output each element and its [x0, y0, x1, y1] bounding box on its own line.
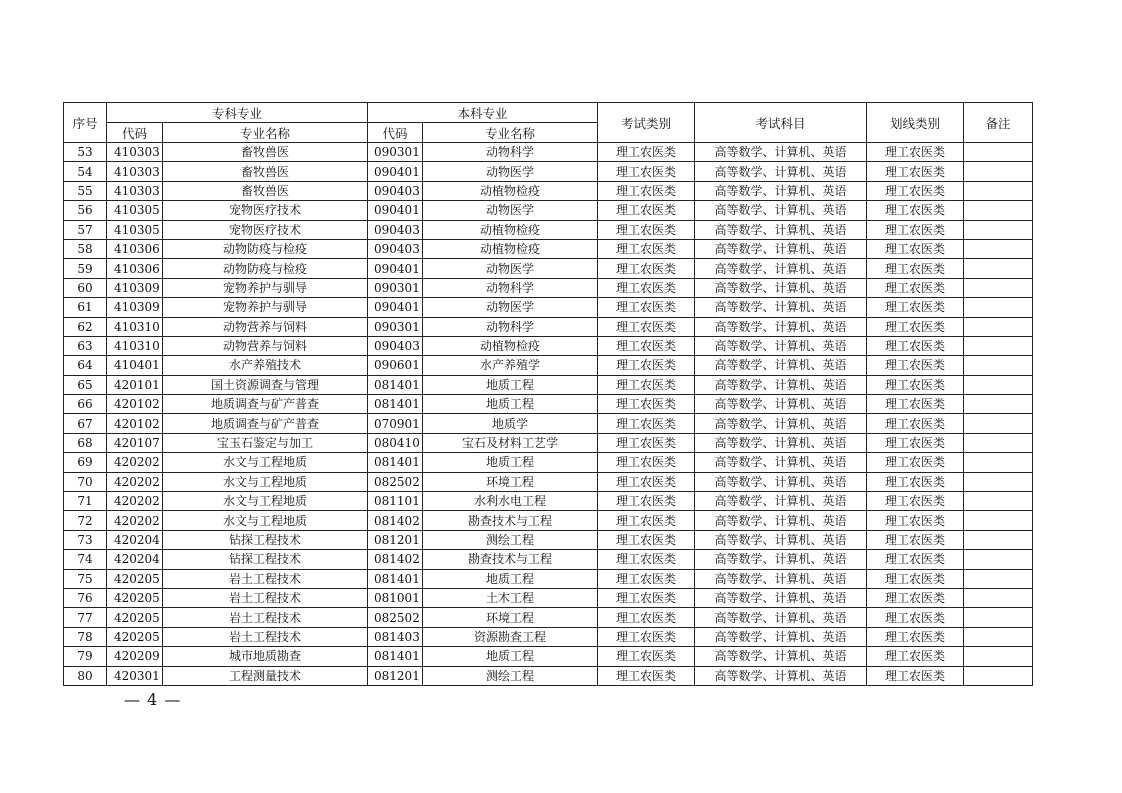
cell-benke-code: 081201 [368, 666, 423, 685]
cell-exam-subjects: 高等数学、计算机、英语 [695, 569, 867, 588]
cell-benke-code: 081401 [368, 569, 423, 588]
cell-exam-type: 理工农医类 [598, 608, 695, 627]
cell-zhuanke-name: 岩土工程技术 [163, 627, 368, 646]
cell-benke-name: 地质工程 [423, 647, 598, 666]
cell-benke-name: 动物医学 [423, 162, 598, 181]
header-remarks: 备注 [964, 103, 1033, 143]
cell-zhuanke-code: 410306 [107, 239, 163, 258]
cell-benke-code: 090401 [368, 201, 423, 220]
cell-line-type: 理工农医类 [867, 647, 964, 666]
cell-exam-type: 理工农医类 [598, 550, 695, 569]
cell-exam-subjects: 高等数学、计算机、英语 [695, 356, 867, 375]
cell-exam-subjects: 高等数学、计算机、英语 [695, 550, 867, 569]
table-header [64, 103, 1033, 143]
cell-benke-name: 动物科学 [423, 278, 598, 297]
cell-seq: 73 [64, 530, 107, 549]
cell-zhuanke-code: 420205 [107, 588, 163, 607]
cell-zhuanke-code: 410309 [107, 298, 163, 317]
table-row [64, 453, 1033, 472]
cell-benke-name: 地质工程 [423, 569, 598, 588]
cell-benke-name: 动物科学 [423, 143, 598, 162]
cell-seq: 76 [64, 588, 107, 607]
table-row [64, 162, 1033, 181]
cell-line-type: 理工农医类 [867, 336, 964, 355]
cell-exam-type: 理工农医类 [598, 588, 695, 607]
cell-seq: 54 [64, 162, 107, 181]
cell-zhuanke-code: 420205 [107, 569, 163, 588]
cell-line-type: 理工农医类 [867, 608, 964, 627]
cell-zhuanke-name: 水文与工程地质 [163, 492, 368, 511]
cell-exam-subjects: 高等数学、计算机、英语 [695, 414, 867, 433]
cell-benke-code: 082502 [368, 608, 423, 627]
table-row [64, 530, 1033, 549]
cell-line-type: 理工农医类 [867, 550, 964, 569]
cell-benke-code: 081401 [368, 453, 423, 472]
cell-exam-type: 理工农医类 [598, 317, 695, 336]
cell-exam-type: 理工农医类 [598, 356, 695, 375]
cell-zhuanke-name: 畜牧兽医 [163, 143, 368, 162]
cell-zhuanke-name: 宠物养护与驯导 [163, 278, 368, 297]
cell-line-type: 理工农医类 [867, 666, 964, 685]
cell-remark [964, 666, 1033, 685]
cell-seq: 78 [64, 627, 107, 646]
cell-exam-type: 理工农医类 [598, 220, 695, 239]
cell-benke-name: 环境工程 [423, 608, 598, 627]
cell-exam-type: 理工农医类 [598, 569, 695, 588]
cell-exam-type: 理工农医类 [598, 375, 695, 394]
cell-zhuanke-code: 420202 [107, 453, 163, 472]
cell-benke-code: 081001 [368, 588, 423, 607]
cell-line-type: 理工农医类 [867, 278, 964, 297]
cell-benke-code: 090401 [368, 162, 423, 181]
table-row [64, 550, 1033, 569]
cell-seq: 59 [64, 259, 107, 278]
table-body [64, 143, 1033, 686]
cell-remark [964, 298, 1033, 317]
cell-zhuanke-name: 水文与工程地质 [163, 511, 368, 530]
cell-remark [964, 588, 1033, 607]
cell-seq: 77 [64, 608, 107, 627]
cell-zhuanke-code: 420102 [107, 414, 163, 433]
cell-benke-name: 动物科学 [423, 317, 598, 336]
cell-remark [964, 278, 1033, 297]
cell-benke-code: 090401 [368, 259, 423, 278]
cell-line-type: 理工农医类 [867, 162, 964, 181]
cell-zhuanke-name: 地质调查与矿产普查 [163, 414, 368, 433]
cell-seq: 71 [64, 492, 107, 511]
cell-zhuanke-code: 420202 [107, 472, 163, 491]
cell-line-type: 理工农医类 [867, 569, 964, 588]
cell-seq: 70 [64, 472, 107, 491]
cell-zhuanke-code: 420107 [107, 433, 163, 452]
cell-benke-name: 动物医学 [423, 298, 598, 317]
cell-exam-subjects: 高等数学、计算机、英语 [695, 143, 867, 162]
cell-benke-name: 勘查技术与工程 [423, 550, 598, 569]
cell-benke-name: 地质工程 [423, 453, 598, 472]
cell-exam-subjects: 高等数学、计算机、英语 [695, 395, 867, 414]
cell-benke-name: 土木工程 [423, 588, 598, 607]
cell-remark [964, 492, 1033, 511]
cell-exam-type: 理工农医类 [598, 201, 695, 220]
cell-benke-code: 081402 [368, 511, 423, 530]
cell-zhuanke-code: 410305 [107, 220, 163, 239]
cell-exam-type: 理工农医类 [598, 666, 695, 685]
cell-benke-code: 090301 [368, 143, 423, 162]
table-row [64, 356, 1033, 375]
table-row [64, 336, 1033, 355]
cell-line-type: 理工农医类 [867, 395, 964, 414]
cell-benke-name: 动植物检疫 [423, 239, 598, 258]
cell-exam-type: 理工农医类 [598, 627, 695, 646]
cell-benke-name: 地质工程 [423, 375, 598, 394]
table-row [64, 201, 1033, 220]
cell-zhuanke-code: 420209 [107, 647, 163, 666]
table-row [64, 472, 1033, 491]
cell-benke-code: 090403 [368, 336, 423, 355]
cell-zhuanke-name: 动物防疫与检疫 [163, 239, 368, 258]
cell-exam-type: 理工农医类 [598, 143, 695, 162]
cell-line-type: 理工农医类 [867, 317, 964, 336]
table-row [64, 395, 1033, 414]
cell-benke-name: 动物医学 [423, 259, 598, 278]
cell-remark [964, 453, 1033, 472]
cell-line-type: 理工农医类 [867, 143, 964, 162]
cell-exam-type: 理工农医类 [598, 647, 695, 666]
major-mapping-table [63, 102, 1033, 686]
cell-zhuanke-code: 420202 [107, 492, 163, 511]
cell-seq: 72 [64, 511, 107, 530]
table-row [64, 666, 1033, 685]
cell-zhuanke-name: 宠物医疗技术 [163, 201, 368, 220]
cell-line-type: 理工农医类 [867, 375, 964, 394]
cell-benke-name: 环境工程 [423, 472, 598, 491]
cell-remark [964, 220, 1033, 239]
cell-benke-code: 082502 [368, 472, 423, 491]
cell-seq: 67 [64, 414, 107, 433]
cell-benke-code: 090403 [368, 239, 423, 258]
cell-benke-code: 081201 [368, 530, 423, 549]
cell-zhuanke-name: 畜牧兽医 [163, 162, 368, 181]
cell-line-type: 理工农医类 [867, 433, 964, 452]
table-row [64, 588, 1033, 607]
cell-exam-subjects: 高等数学、计算机、英语 [695, 162, 867, 181]
cell-seq: 55 [64, 181, 107, 200]
header-line-type: 划线类别 [867, 103, 964, 143]
cell-benke-code: 081402 [368, 550, 423, 569]
cell-zhuanke-name: 岩土工程技术 [163, 588, 368, 607]
cell-line-type: 理工农医类 [867, 530, 964, 549]
cell-exam-type: 理工农医类 [598, 278, 695, 297]
cell-remark [964, 472, 1033, 491]
cell-remark [964, 569, 1033, 588]
header-benke-code: 代码 [368, 123, 423, 143]
cell-zhuanke-code: 410306 [107, 259, 163, 278]
cell-zhuanke-name: 工程测量技术 [163, 666, 368, 685]
cell-benke-code: 081401 [368, 375, 423, 394]
cell-benke-name: 地质工程 [423, 395, 598, 414]
cell-benke-code: 081101 [368, 492, 423, 511]
cell-exam-subjects: 高等数学、计算机、英语 [695, 336, 867, 355]
cell-line-type: 理工农医类 [867, 588, 964, 607]
cell-zhuanke-name: 畜牧兽医 [163, 181, 368, 200]
cell-seq: 66 [64, 395, 107, 414]
cell-zhuanke-code: 420204 [107, 550, 163, 569]
cell-zhuanke-code: 410303 [107, 162, 163, 181]
cell-line-type: 理工农医类 [867, 453, 964, 472]
cell-exam-type: 理工农医类 [598, 472, 695, 491]
cell-zhuanke-name: 岩土工程技术 [163, 569, 368, 588]
cell-exam-subjects: 高等数学、计算机、英语 [695, 627, 867, 646]
table-row [64, 492, 1033, 511]
cell-zhuanke-code: 420202 [107, 511, 163, 530]
cell-benke-code: 090403 [368, 181, 423, 200]
cell-exam-type: 理工农医类 [598, 433, 695, 452]
cell-remark [964, 259, 1033, 278]
cell-remark [964, 550, 1033, 569]
cell-exam-subjects: 高等数学、计算机、英语 [695, 239, 867, 258]
cell-remark [964, 336, 1033, 355]
cell-exam-subjects: 高等数学、计算机、英语 [695, 472, 867, 491]
table-row [64, 375, 1033, 394]
cell-exam-type: 理工农医类 [598, 181, 695, 200]
cell-benke-code: 081401 [368, 395, 423, 414]
cell-remark [964, 317, 1033, 336]
header-benke-name: 专业名称 [423, 123, 598, 143]
table-row [64, 239, 1033, 258]
table-row [64, 220, 1033, 239]
cell-zhuanke-code: 410303 [107, 143, 163, 162]
cell-exam-type: 理工农医类 [598, 259, 695, 278]
table-row [64, 608, 1033, 627]
cell-exam-subjects: 高等数学、计算机、英语 [695, 492, 867, 511]
cell-benke-name: 动物医学 [423, 201, 598, 220]
cell-zhuanke-name: 动物营养与饲料 [163, 317, 368, 336]
cell-benke-code: 090301 [368, 278, 423, 297]
cell-remark [964, 201, 1033, 220]
cell-exam-type: 理工农医类 [598, 530, 695, 549]
cell-benke-code: 070901 [368, 414, 423, 433]
cell-zhuanke-name: 动物营养与饲料 [163, 336, 368, 355]
header-zhuanke-code: 代码 [107, 123, 163, 143]
cell-zhuanke-code: 420102 [107, 395, 163, 414]
cell-remark [964, 608, 1033, 627]
cell-exam-type: 理工农医类 [598, 511, 695, 530]
cell-exam-subjects: 高等数学、计算机、英语 [695, 608, 867, 627]
cell-zhuanke-code: 420205 [107, 608, 163, 627]
cell-seq: 69 [64, 453, 107, 472]
cell-benke-code: 090301 [368, 317, 423, 336]
cell-zhuanke-code: 410310 [107, 317, 163, 336]
cell-zhuanke-name: 宠物医疗技术 [163, 220, 368, 239]
cell-seq: 63 [64, 336, 107, 355]
cell-seq: 61 [64, 298, 107, 317]
cell-exam-subjects: 高等数学、计算机、英语 [695, 317, 867, 336]
cell-zhuanke-name: 岩土工程技术 [163, 608, 368, 627]
cell-zhuanke-code: 410303 [107, 181, 163, 200]
cell-line-type: 理工农医类 [867, 511, 964, 530]
cell-zhuanke-code: 420301 [107, 666, 163, 685]
table-row [64, 317, 1033, 336]
cell-exam-subjects: 高等数学、计算机、英语 [695, 259, 867, 278]
table-row [64, 259, 1033, 278]
cell-zhuanke-name: 宠物养护与驯导 [163, 298, 368, 317]
cell-remark [964, 627, 1033, 646]
cell-benke-code: 090401 [368, 298, 423, 317]
cell-remark [964, 143, 1033, 162]
cell-line-type: 理工农医类 [867, 239, 964, 258]
cell-seq: 65 [64, 375, 107, 394]
header-zhuanke-name: 专业名称 [163, 123, 368, 143]
table-row [64, 414, 1033, 433]
cell-zhuanke-name: 城市地质勘查 [163, 647, 368, 666]
cell-exam-type: 理工农医类 [598, 298, 695, 317]
table-row [64, 181, 1033, 200]
cell-benke-name: 水产养殖学 [423, 356, 598, 375]
cell-seq: 79 [64, 647, 107, 666]
cell-zhuanke-code: 410309 [107, 278, 163, 297]
cell-benke-code: 090601 [368, 356, 423, 375]
header-zhuanke: 专科专业 [107, 103, 368, 123]
cell-remark [964, 239, 1033, 258]
cell-remark [964, 162, 1033, 181]
cell-exam-type: 理工农医类 [598, 162, 695, 181]
header-seq: 序号 [64, 103, 107, 143]
cell-seq: 53 [64, 143, 107, 162]
cell-line-type: 理工农医类 [867, 259, 964, 278]
cell-line-type: 理工农医类 [867, 492, 964, 511]
cell-zhuanke-name: 水文与工程地质 [163, 472, 368, 491]
cell-benke-code: 081401 [368, 647, 423, 666]
cell-zhuanke-code: 420205 [107, 627, 163, 646]
cell-seq: 74 [64, 550, 107, 569]
cell-exam-subjects: 高等数学、计算机、英语 [695, 647, 867, 666]
cell-benke-name: 水利水电工程 [423, 492, 598, 511]
cell-zhuanke-code: 420204 [107, 530, 163, 549]
cell-seq: 57 [64, 220, 107, 239]
cell-remark [964, 647, 1033, 666]
table-row [64, 627, 1033, 646]
cell-seq: 58 [64, 239, 107, 258]
cell-remark [964, 530, 1033, 549]
cell-zhuanke-name: 地质调查与矿产普查 [163, 395, 368, 414]
cell-benke-name: 动植物检疫 [423, 220, 598, 239]
cell-line-type: 理工农医类 [867, 627, 964, 646]
cell-exam-subjects: 高等数学、计算机、英语 [695, 511, 867, 530]
cell-exam-type: 理工农医类 [598, 239, 695, 258]
cell-zhuanke-code: 410305 [107, 201, 163, 220]
cell-remark [964, 375, 1033, 394]
cell-benke-name: 动植物检疫 [423, 181, 598, 200]
cell-zhuanke-name: 钻探工程技术 [163, 550, 368, 569]
cell-exam-subjects: 高等数学、计算机、英语 [695, 433, 867, 452]
cell-benke-name: 资源勘查工程 [423, 627, 598, 646]
cell-exam-subjects: 高等数学、计算机、英语 [695, 588, 867, 607]
cell-zhuanke-name: 水产养殖技术 [163, 356, 368, 375]
header-exam-subjects: 考试科目 [695, 103, 867, 143]
cell-exam-type: 理工农医类 [598, 492, 695, 511]
cell-exam-subjects: 高等数学、计算机、英语 [695, 220, 867, 239]
cell-benke-name: 地质学 [423, 414, 598, 433]
cell-exam-subjects: 高等数学、计算机、英语 [695, 453, 867, 472]
cell-zhuanke-name: 宝玉石鉴定与加工 [163, 433, 368, 452]
cell-line-type: 理工农医类 [867, 414, 964, 433]
table-row [64, 298, 1033, 317]
cell-zhuanke-name: 水文与工程地质 [163, 453, 368, 472]
cell-seq: 60 [64, 278, 107, 297]
cell-exam-subjects: 高等数学、计算机、英语 [695, 201, 867, 220]
table-row [64, 143, 1033, 162]
cell-seq: 75 [64, 569, 107, 588]
cell-exam-subjects: 高等数学、计算机、英语 [695, 181, 867, 200]
cell-exam-type: 理工农医类 [598, 414, 695, 433]
cell-line-type: 理工农医类 [867, 220, 964, 239]
cell-zhuanke-name: 钻探工程技术 [163, 530, 368, 549]
cell-line-type: 理工农医类 [867, 181, 964, 200]
page-number: — 4 — [124, 690, 182, 709]
cell-exam-subjects: 高等数学、计算机、英语 [695, 666, 867, 685]
cell-zhuanke-code: 410310 [107, 336, 163, 355]
header-benke: 本科专业 [368, 103, 598, 123]
cell-zhuanke-code: 420101 [107, 375, 163, 394]
cell-line-type: 理工农医类 [867, 201, 964, 220]
cell-exam-type: 理工农医类 [598, 453, 695, 472]
cell-exam-subjects: 高等数学、计算机、英语 [695, 375, 867, 394]
cell-remark [964, 395, 1033, 414]
cell-remark [964, 414, 1033, 433]
cell-seq: 68 [64, 433, 107, 452]
cell-zhuanke-name: 动物防疫与检疫 [163, 259, 368, 278]
table-row [64, 647, 1033, 666]
cell-seq: 64 [64, 356, 107, 375]
cell-seq: 56 [64, 201, 107, 220]
cell-remark [964, 356, 1033, 375]
cell-benke-code: 090403 [368, 220, 423, 239]
cell-benke-name: 测绘工程 [423, 666, 598, 685]
table-row [64, 433, 1033, 452]
table-row [64, 278, 1033, 297]
cell-line-type: 理工农医类 [867, 356, 964, 375]
cell-remark [964, 433, 1033, 452]
cell-benke-name: 测绘工程 [423, 530, 598, 549]
cell-exam-subjects: 高等数学、计算机、英语 [695, 530, 867, 549]
cell-benke-name: 勘查技术与工程 [423, 511, 598, 530]
cell-seq: 62 [64, 317, 107, 336]
cell-line-type: 理工农医类 [867, 472, 964, 491]
cell-benke-name: 动植物检疫 [423, 336, 598, 355]
cell-exam-type: 理工农医类 [598, 336, 695, 355]
table-row [64, 569, 1033, 588]
cell-exam-subjects: 高等数学、计算机、英语 [695, 278, 867, 297]
cell-zhuanke-name: 国土资源调查与管理 [163, 375, 368, 394]
cell-seq: 80 [64, 666, 107, 685]
cell-benke-code: 080410 [368, 433, 423, 452]
header-exam-type: 考试类别 [598, 103, 695, 143]
cell-benke-code: 081403 [368, 627, 423, 646]
cell-benke-name: 宝石及材料工艺学 [423, 433, 598, 452]
cell-remark [964, 511, 1033, 530]
cell-exam-subjects: 高等数学、计算机、英语 [695, 298, 867, 317]
cell-line-type: 理工农医类 [867, 298, 964, 317]
cell-zhuanke-code: 410401 [107, 356, 163, 375]
cell-remark [964, 181, 1033, 200]
cell-exam-type: 理工农医类 [598, 395, 695, 414]
table-row [64, 511, 1033, 530]
